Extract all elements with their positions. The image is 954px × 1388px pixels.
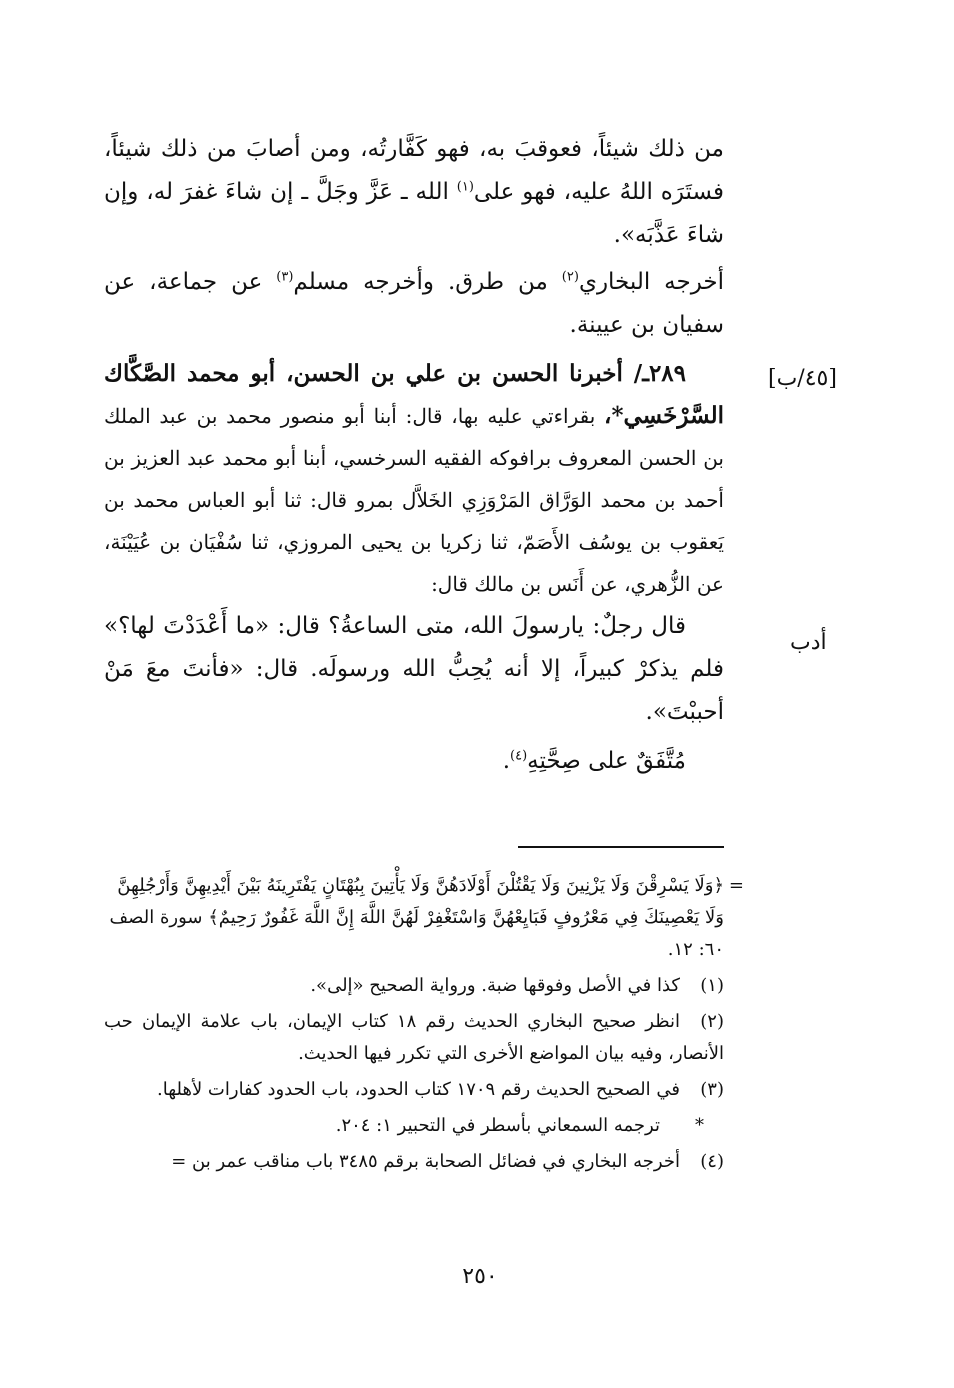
footnote-number: (٣) xyxy=(700,1079,724,1100)
hadith-heading: ٢٨٩ـ/ أخبرنا الحسن بن علي بن الحسن، أبو محمد الصَّكَّاك السَّرْخَسِي*، xyxy=(104,360,725,429)
footnote-2 xyxy=(104,1006,724,1070)
footnote-3 xyxy=(104,1074,724,1106)
footnote-text: انظر صحيح البخاري الحديث رقم ١٨ كتاب الإيمان، باب علامة الإيمان حب الأنصار، وفيه بيان المواضع الأخرى التي تكرر فيها الحديث. xyxy=(104,1011,724,1064)
footnotes xyxy=(104,870,744,1178)
paragraph-2 xyxy=(104,261,724,347)
paragraph-1 xyxy=(104,128,724,257)
hadith-chain: بقراءتي عليه بها، قال: أبنا أبو منصور محمد بن عبد الملك بن الحسن المعروف برافوكه الفقيه السرخسي، أبنا أبو محمد عبد العزيز بن أحمد بن محمد الوَرَّاق المَرْوَزِي الخَلاَّل بمرو قال: ثنا أبو العباس محمد بن يَعقوب بن يوسُف الأَصَمّ، ثنا زكريا بن يحيى المروزي، ثنا سُفْيَان بن عُيَيْنَة، عن الزُّهري، عن أَنَس بن مالك قال: xyxy=(104,404,724,596)
footnote-text: ترجمه السمعاني بأسطر في التحبير ١: ٢٠٤. xyxy=(335,1115,660,1136)
footnote-text: في الصحيح الحديث رقم ١٧٠٩ كتاب الحدود، باب الحدود كفارات لأهلها. xyxy=(156,1079,680,1100)
paragraph-2-a: أخرجه البخاري xyxy=(578,269,725,295)
margin-manuscript-ref: [٤٥/ب] xyxy=(768,366,837,391)
footnote-text: كذا في الأصل وفوقها ضبة. ورواية الصحيح «إلى». xyxy=(310,975,680,996)
footnote-number: (٤) xyxy=(700,1151,724,1172)
footnote-ref-1: (١) xyxy=(456,179,474,195)
footnote-number: * xyxy=(695,1115,704,1136)
footnote-divider xyxy=(518,846,724,848)
paragraph-4-end: . xyxy=(502,748,510,774)
paragraph-4-text: مُتَّفَقٌ على صِحَّتِهِ xyxy=(527,748,686,774)
page-number: ٢٥٠ xyxy=(462,1264,498,1289)
paragraph-2-b: من طرق. وأخرجه مسلم xyxy=(293,269,548,295)
paragraph-2-c: عن جماعة، عن سفيان بن عيينة. xyxy=(104,269,724,338)
footnote-number: (١) xyxy=(700,975,724,996)
paragraph-1-end: الله ـ عَزَّ وجَلَّ ـ إن شاءَ غفرَ له، وإن شاءَ عَذَّبَه». xyxy=(104,179,724,248)
footnote-star xyxy=(104,1110,724,1142)
footnote-ref-3: (٣) xyxy=(276,269,294,285)
paragraph-4 xyxy=(104,740,724,783)
paragraph-1-text: من ذلك شيئاً، فعوقبَ به، فهو كَفَّارتُه، ومن أصابَ من ذلك شيئاً، فستَرَه اللهُ عليه، فهو على xyxy=(104,136,724,205)
hadith-289 xyxy=(104,353,724,605)
footnote-number: (٢) xyxy=(700,1011,724,1032)
footnote-ref-4: (٤) xyxy=(510,748,528,764)
paragraph-3 xyxy=(104,605,724,734)
footnote-4 xyxy=(104,1146,724,1178)
footnote-1 xyxy=(104,970,724,1002)
paragraph-3-text: قال رجلٌ: يارسولَ الله، متى الساعةُ؟ قال: «ما أَعْدَدْتَ لها؟» فلم يذكرْ كبيراً، إلا أنه يُحِبُّ الله ورسولَه. قال: «فأنتَ معَ مَنْ أحببْتَ». xyxy=(104,613,724,725)
main-text xyxy=(104,128,724,783)
continued-mark: = xyxy=(728,875,744,896)
continued-text: ﴿وَلَا يَسْرِقْنَ وَلَا يَزْنِينَ وَلَا يَقْتُلْنَ أَوْلَادَهُنَّ وَلَا يَأْتِينَ بِبُهْتَانٍ يَفْتَرِينَهُ بَيْنَ أَيْدِيهِنَّ وَأَرْجُلِهِنَّ وَلَا يَعْصِينَكَ فِي مَعْرُوفٍ فَبَايِعْهُنَّ وَاسْتَغْفِرْ لَهُنَّ اللَّهَ إِنَّ اللَّهَ غَفُورٌ رَحِيمٌ﴾ سورة الصف ٦٠: ١٢. xyxy=(109,875,724,960)
margin-topic-label: أدب xyxy=(790,630,827,655)
footnote-continued xyxy=(104,870,744,966)
footnote-text: أخرجه البخاري في فضائل الصحابة برقم ٣٤٨٥ باب مناقب عمر بن = xyxy=(171,1151,680,1172)
footnote-ref-2: (٢) xyxy=(561,269,579,285)
